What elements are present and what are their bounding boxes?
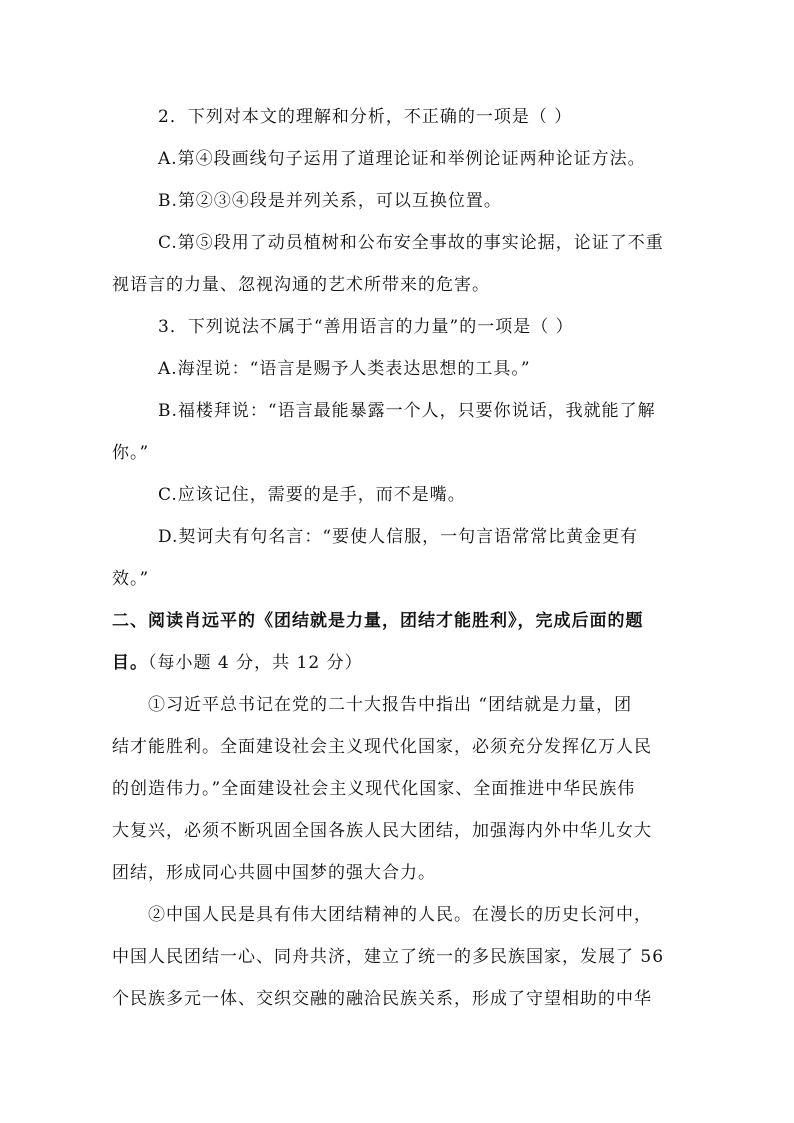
- q3-option-b-line1: B.福楼拜说：“语言最能暴露一个人，只要你说话，我就能了解: [158, 401, 656, 421]
- passage-p2-line2: 中国人民团结一心、同舟共济，建立了统一的多民族国家，发展了 56: [112, 947, 665, 967]
- q2-option-b: B.第②③④段是并列关系，可以互换位置。: [158, 191, 502, 211]
- q3-option-a: A.海涅说：“语言是赐予人类表达思想的工具。”: [158, 359, 531, 379]
- section2-heading-line2: [112, 651, 363, 675]
- passage-p2-line3: 个民族多元一体、交织交融的融洽民族关系，形成了守望相助的中华: [112, 989, 652, 1009]
- q2-option-c-line2: 视语言的力量、忽视沟通的艺术所带来的危害。: [112, 275, 490, 295]
- q2-option-c-line1: C.第⑤段用了动员植树和公布安全事故的事实论据，论证了不重: [158, 233, 664, 253]
- passage-p1-line2: 结才能胜利。全面建设社会主义现代化国家，必须充分发挥亿万人民: [112, 737, 652, 757]
- q2-option-a: A.第④段画线句子运用了道理论证和举例论证两种论证方法。: [158, 149, 646, 169]
- section2-score-note: （每小题 4 分，共 12 分）: [148, 653, 363, 673]
- section2-heading-line1: 二、阅读肖远平的《团结就是力量，团结才能胜利》，完成后面的题: [112, 611, 644, 631]
- q3-stem: 3．下列说法不属于“善用语言的力量”的一项是（ ）: [158, 317, 574, 337]
- section2-heading-end: 目。: [112, 653, 148, 673]
- q3-option-b-line2: 你。”: [112, 443, 150, 463]
- passage-p2-line1: ②中国人民是具有伟大团结精神的人民。在漫长的历史长河中，: [148, 905, 652, 925]
- q3-option-d-line1: D.契诃夫有句名言：“要使人信服，一句言语常常比黄金更有: [158, 527, 639, 547]
- q3-option-c: C.应该记住，需要的是手，而不是嘴。: [158, 485, 466, 505]
- passage-p1-line5: 团结，形成同心共圆中国梦的强大合力。: [112, 863, 436, 883]
- passage-p1-line4: 大复兴，必须不断巩固全国各族人民大团结，加强海内外中华儿女大: [112, 821, 652, 841]
- q3-option-d-line2: 效。”: [112, 569, 150, 589]
- passage-p1-line3: 的创造伟力。”全面建设社会主义现代化国家、全面推进中华民族伟: [112, 779, 636, 799]
- passage-p1-line1: ①习近平总书记在党的二十大报告中指出 “团结就是力量，团: [148, 695, 633, 715]
- q2-stem: 2．下列对本文的理解和分析，不正确的一项是（ ）: [158, 107, 573, 127]
